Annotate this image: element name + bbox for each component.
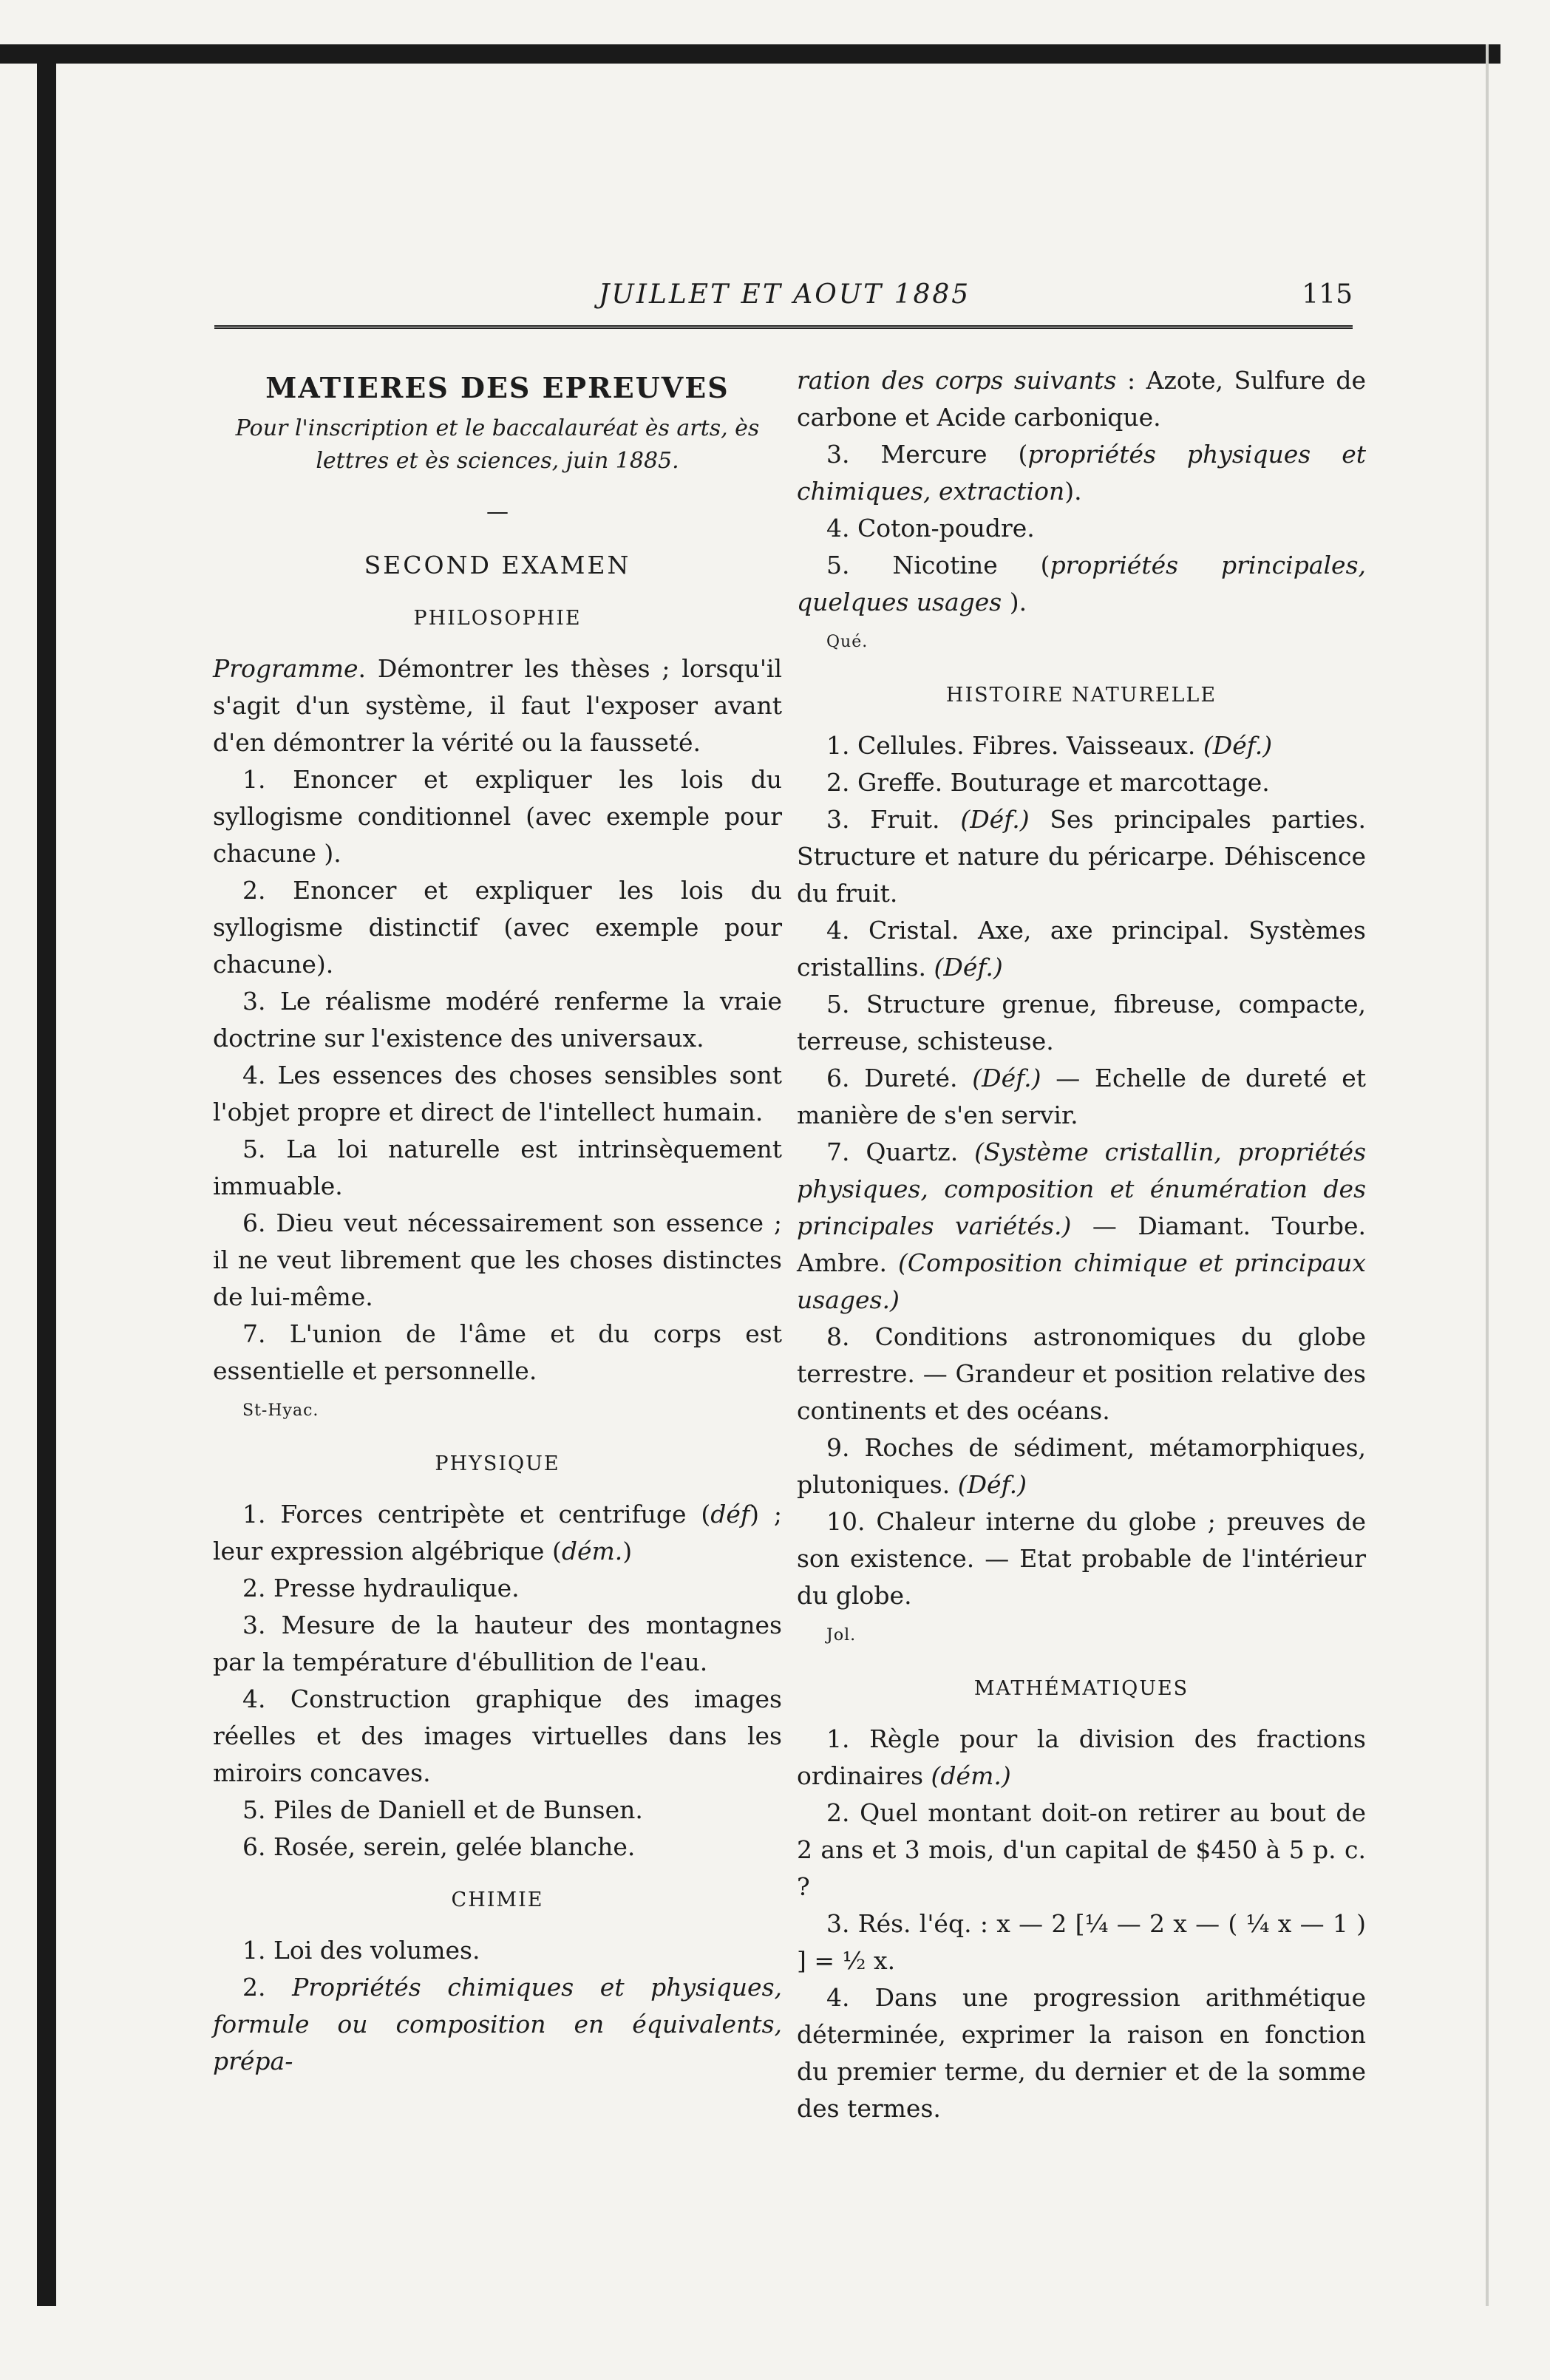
list-item: 2. Quel montant doit-on retirer au bout de 2 ans et 3 mois, d'un capital de $450 à 5 p. c. ? xyxy=(797,1798,1366,1901)
list-item: 2. Greffe. Bouturage et marcottage. xyxy=(826,768,1270,797)
list-item: 3. Le réalisme modéré renferme la vraie doctrine sur l'existence des universaux. xyxy=(213,987,782,1053)
text-run-italic: (Système cristallin, propriétés physiques, composition et énumération des principales variétés.) xyxy=(797,1138,1367,1240)
text-run-italic: (Déf.) xyxy=(972,1064,1041,1092)
right-column xyxy=(797,362,1366,2127)
list-item: 5. La loi naturelle est intrinsèquement immuable. xyxy=(213,1135,782,1200)
programme-label: Programme xyxy=(213,654,358,683)
text-run-italic: Propriétés chimiques et physiques, formule ou composition en équivalents, prépa- xyxy=(213,1973,782,2075)
list-item: 2. Presse hydraulique. xyxy=(242,1574,520,1602)
list-item: 7. L'union de l'âme et du corps est essentielle et personnelle. xyxy=(213,1319,782,1385)
list-item xyxy=(797,727,1366,764)
list-item: 4. Coton-poudre. xyxy=(826,514,1035,543)
running-head xyxy=(214,279,1353,324)
list-item: 6. Dieu veut nécessairement son essence ; il ne veut librement que les choses distinctes de lui-même. xyxy=(213,1208,782,1311)
text-run-italic: propriétés principales, quelques usages xyxy=(797,551,1366,616)
list-item xyxy=(213,1496,782,1570)
signature: St-Hyac. xyxy=(242,1401,319,1420)
list-item-continued xyxy=(797,362,1366,436)
text-run: 1. Règle pour la division des fractions ordinaires xyxy=(797,1724,1366,1790)
scan-top-border xyxy=(0,44,1500,64)
header-rule xyxy=(214,325,1353,329)
list-item xyxy=(797,547,1366,621)
section-subtitle: Pour l'inscription et le baccalauréat ès arts, ès lettres et ès sciences, juin 1885. xyxy=(235,415,760,474)
text-run: 2. xyxy=(242,1973,266,2002)
list-item: 1. Enoncer et expliquer les lois du syllogisme conditionnel (avec exemple pour chacune ). xyxy=(213,765,782,868)
text-run: — Diamant. Tourbe. Ambre. xyxy=(797,1211,1366,1277)
list-item: 3. Rés. l'éq. : x — 2 [¼ — 2 x — ( ¼ x — 1 ) ] = ½ x. xyxy=(797,1909,1366,1975)
list-item xyxy=(797,436,1366,510)
text-run: 9. Roches de sédiment, métamorphiques, plutoniques. xyxy=(797,1433,1366,1499)
heading-mathematiques: MATHÉMATIQUES xyxy=(973,1677,1189,1700)
text-run: — Echelle de dureté et manière de s'en servir. xyxy=(797,1064,1367,1129)
programme-paragraph xyxy=(213,650,782,761)
list-item xyxy=(797,1721,1366,1795)
text-run-italic: dém. xyxy=(561,1537,623,1565)
text-run-italic: propriétés physiques et chimiques, extraction xyxy=(797,440,1366,506)
list-item: 6. Rosée, serein, gelée blanche. xyxy=(242,1832,636,1861)
text-run-italic: (Déf.) xyxy=(957,1470,1027,1499)
list-item: 3. Mesure de la hauteur des montagnes par la température d'ébullition de l'eau. xyxy=(213,1611,782,1676)
scan-right-edge xyxy=(1486,44,1489,2306)
text-run: 1. Cellules. Fibres. Vaisseaux. xyxy=(826,731,1203,760)
list-item: 10. Chaleur interne du globe ; preuves de son existence. — Etat probable de l'intérieur du globe. xyxy=(797,1507,1366,1610)
list-item: 2. Enoncer et expliquer les lois du syllogisme distinctif (avec exemple pour chacune). xyxy=(213,876,782,979)
text-run: 4. Cristal. Axe, axe principal. Systèmes cristallins. xyxy=(797,916,1366,982)
list-item: 4. Dans une progression arithmétique déterminée, exprimer la raison en fonction du premier terme, du dernier et de la somme des termes. xyxy=(797,1983,1366,2123)
text-run-italic: (Déf.) xyxy=(960,805,1030,834)
left-column xyxy=(213,362,782,2080)
text-run: 1. Forces centripète et centrifuge ( xyxy=(242,1500,711,1529)
text-run: : Azote, Sulfure de carbone et Acide carbonique. xyxy=(797,366,1366,432)
text-run: 7. Quartz. xyxy=(826,1138,975,1166)
text-run: ). xyxy=(1064,477,1082,506)
text-run: 3. Fruit. xyxy=(826,805,961,834)
heading-chimie: CHIMIE xyxy=(451,1888,544,1911)
list-item xyxy=(213,1969,782,2080)
text-run: ) ; leur expression algébrique ( xyxy=(213,1500,783,1565)
signature: Qué. xyxy=(826,633,869,651)
list-item xyxy=(797,801,1366,912)
list-item: 5. Piles de Daniell et de Bunsen. xyxy=(242,1795,643,1824)
list-item: 4. Construction graphique des images réelles et des images virtuelles dans les miroirs concaves. xyxy=(213,1684,782,1787)
exam-title: SECOND EXAMEN xyxy=(364,551,631,579)
heading-histoire-naturelle: HISTOIRE NATURELLE xyxy=(945,684,1217,707)
heading-physique: PHYSIQUE xyxy=(435,1452,560,1475)
text-run-italic: (Déf.) xyxy=(1203,731,1273,760)
text-run: Ses principales parties. Structure et nature du péricarpe. Déhiscence du fruit. xyxy=(797,805,1366,908)
text-run-italic: déf xyxy=(710,1500,750,1529)
list-item xyxy=(797,1060,1366,1134)
text-run-italic: (dém.) xyxy=(931,1761,1011,1790)
text-run: 5. Nicotine ( xyxy=(826,551,1050,579)
programme-text: . Démontrer les thèses ; lorsqu'il s'agit d'un système, il faut l'exposer avant d'en démontrer la vérité ou la fausseté. xyxy=(213,654,782,757)
scan-left-border xyxy=(37,44,56,2306)
list-item xyxy=(797,912,1366,986)
text-run: ) xyxy=(622,1537,633,1565)
separator-dash: — xyxy=(486,499,509,525)
page-number: 115 xyxy=(1302,279,1353,310)
text-run-italic: (Déf.) xyxy=(934,953,1003,982)
list-item: 5. Structure grenue, fibreuse, compacte, terreuse, schisteuse. xyxy=(797,990,1366,1055)
running-title: JUILLET ET AOUT 1885 xyxy=(599,279,971,310)
section-title: MATIERES DES EPREUVES xyxy=(265,371,730,404)
list-item: 4. Les essences des choses sensibles sont l'objet propre et direct de l'intellect humain. xyxy=(213,1061,782,1126)
list-item xyxy=(797,1429,1366,1503)
text-run: ). xyxy=(1002,588,1027,616)
text-run: 6. Dureté. xyxy=(826,1064,973,1092)
text-run: 3. Mercure ( xyxy=(826,440,1028,469)
heading-philosophie: PHILOSOPHIE xyxy=(413,607,582,630)
list-item: 8. Conditions astronomiques du globe terrestre. — Grandeur et position relative des continents et des océans. xyxy=(797,1322,1366,1425)
signature: Jol. xyxy=(826,1626,857,1645)
list-item: 1. Loi des volumes. xyxy=(242,1936,480,1965)
text-run-italic: ration des corps suivants xyxy=(797,366,1117,395)
list-item xyxy=(797,1134,1366,1319)
text-run-italic: (Composition chimique et principaux usages.) xyxy=(797,1248,1366,1314)
